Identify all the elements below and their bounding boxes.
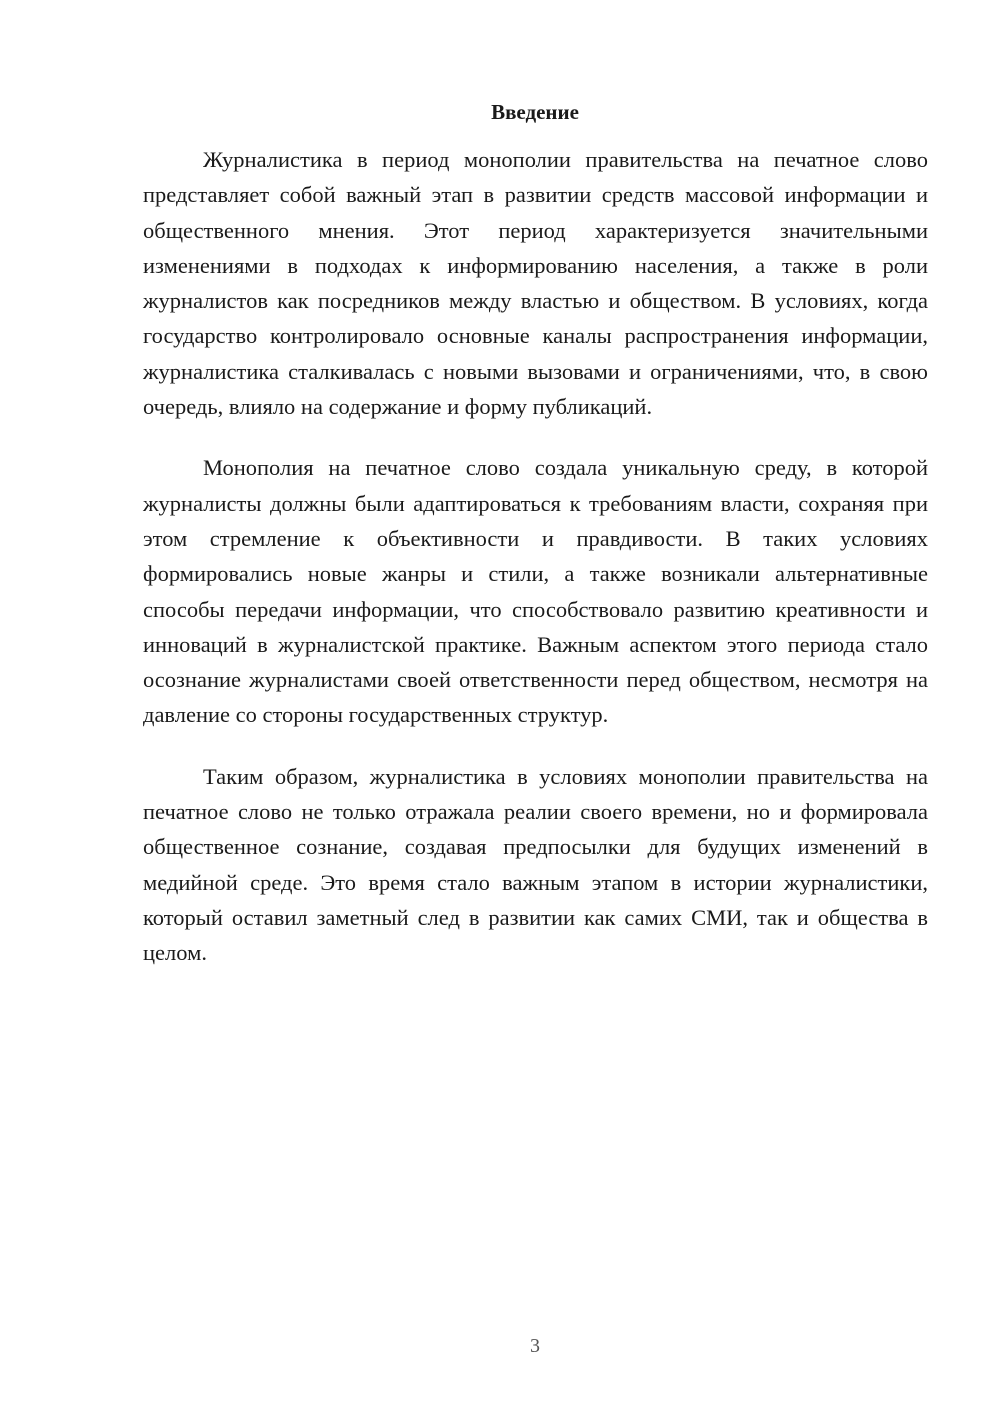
paragraph-3: Таким образом, журналистика в условиях монополии правительства на печатное слово не только отражала реалии своего времени, но и формировала общественное сознание, создавая предпосылки для будущих изменений в медийной среде. Это время стало важным этапом в истории журналистики, который оставил заметный след в развитии как самих СМИ, так и общества в целом. <box>143 763 928 966</box>
paragraph-1: Журналистика в период монополии правительства на печатное слово представляет собой важный этап в развитии средств массовой информации и общественного мнения. Этот период характеризуется значительными изменениями в подходах к информированию населения, а также в роли журналистов как посредников между властью и обществом. В условиях, когда государство контролировало основные каналы распространения информации, журналистика сталкивалась с новыми вызовами и ограничениями, что, в свою очередь, влияло на содержание и форму публикаций. <box>143 147 928 420</box>
section-title: Введение <box>491 100 579 124</box>
page-number: 3 <box>530 1335 540 1357</box>
paragraph-2: Монополия на печатное слово создала уникальную среду, в которой журналисты должны были адаптироваться к требованиям власти, сохраняя при этом стремление к объективности и правдивости. В таких условиях формировались новые жанры и стили, а также возникали альтернативные способы передачи информации, что способствовало развитию креативности и инноваций в журналистской практике. Важным аспектом этого периода стало осознание журналистами своей ответственности перед обществом, несмотря на давление со стороны государственных структур. <box>143 455 928 728</box>
body-text <box>143 142 928 997</box>
